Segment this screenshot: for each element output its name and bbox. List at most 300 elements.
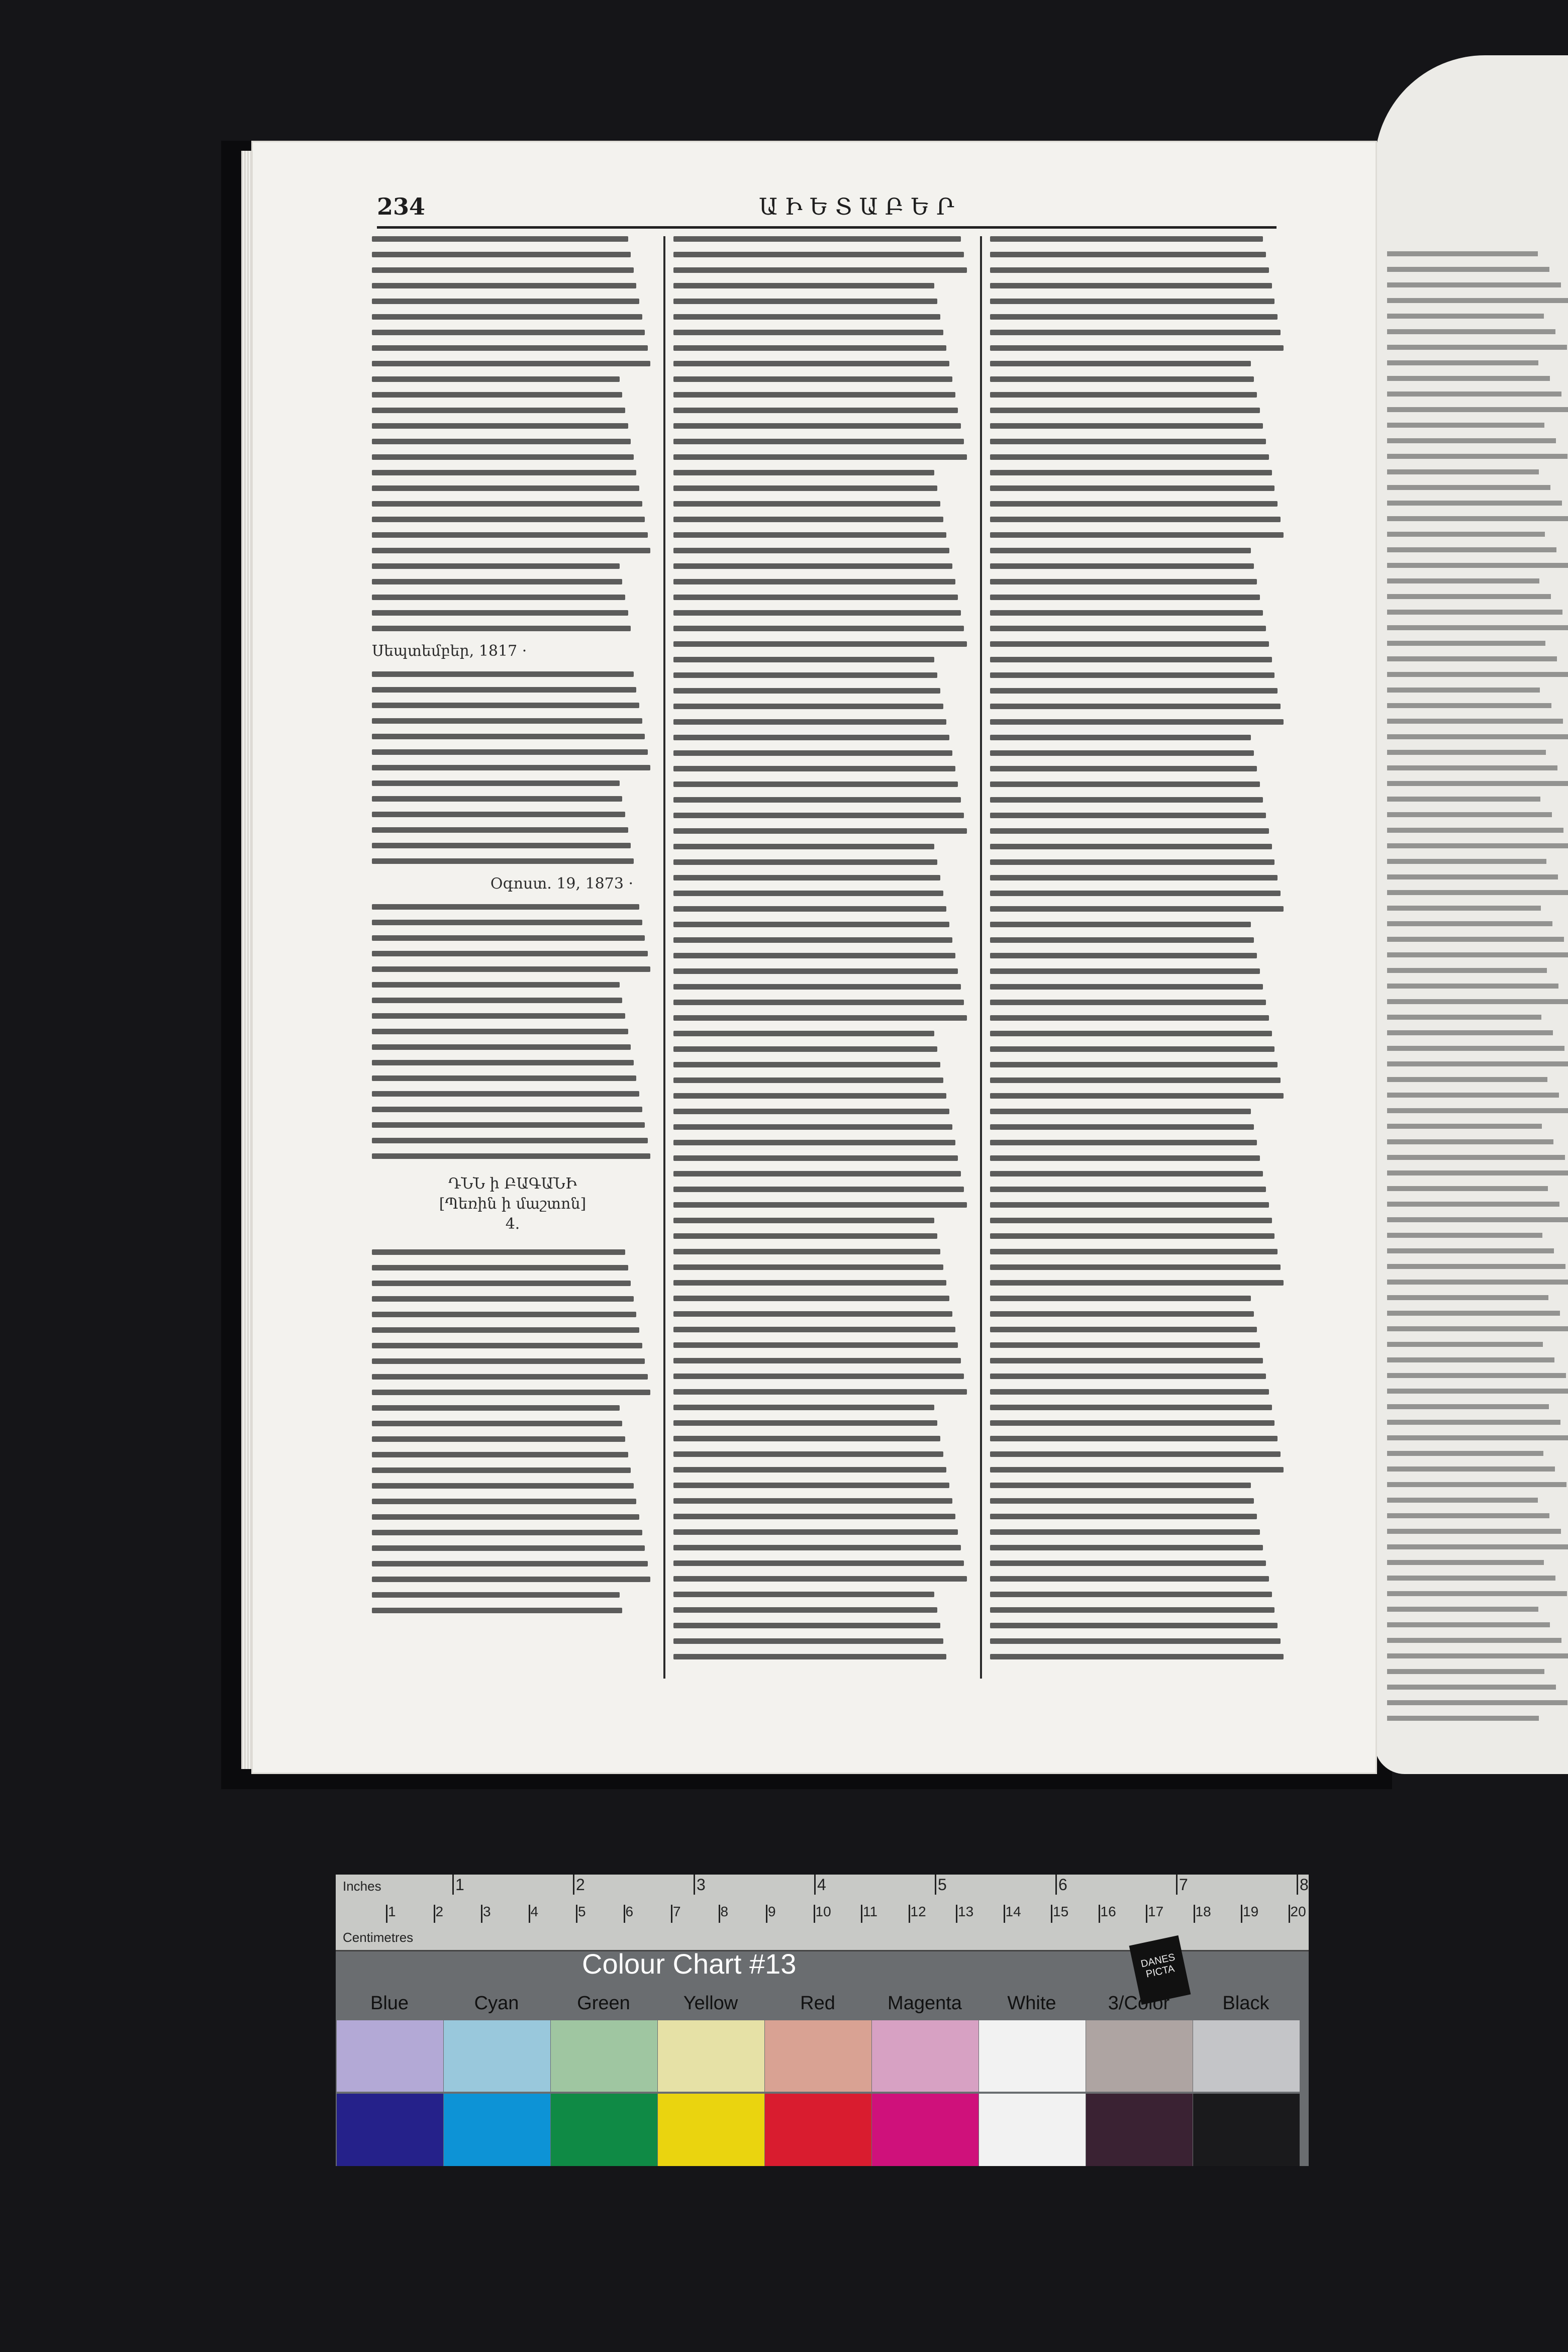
text-line bbox=[372, 330, 645, 335]
inch-label: 6 bbox=[1058, 1876, 1067, 1894]
text-line bbox=[1387, 1591, 1567, 1596]
text-line bbox=[372, 267, 634, 273]
swatch-tint bbox=[872, 2020, 978, 2092]
text-line bbox=[1387, 1622, 1550, 1627]
text-line bbox=[372, 563, 620, 569]
text-line bbox=[990, 1483, 1251, 1488]
text-column-3 bbox=[990, 236, 1287, 1684]
text-line bbox=[372, 1029, 628, 1034]
text-line bbox=[1387, 1139, 1553, 1144]
text-line bbox=[1387, 563, 1568, 568]
text-line bbox=[1387, 859, 1546, 864]
cm-label: 13 bbox=[958, 1904, 974, 1919]
text-line bbox=[990, 922, 1251, 927]
text-line bbox=[372, 1091, 639, 1097]
text-line bbox=[990, 1233, 1275, 1239]
text-line bbox=[372, 361, 650, 366]
text-line bbox=[990, 1000, 1266, 1005]
text-line bbox=[1387, 1653, 1568, 1658]
text-line bbox=[1387, 843, 1568, 848]
cm-label: 6 bbox=[625, 1904, 634, 1919]
column-rule bbox=[980, 236, 982, 1679]
text-line bbox=[1387, 1466, 1555, 1472]
text-line bbox=[990, 797, 1263, 803]
text-line bbox=[990, 1015, 1269, 1021]
swatch-label: 3/Color bbox=[1108, 1993, 1170, 2014]
text-line bbox=[990, 735, 1251, 740]
text-line bbox=[372, 671, 634, 677]
text-line bbox=[1387, 906, 1541, 911]
text-line bbox=[1387, 501, 1562, 506]
text-line bbox=[372, 1075, 636, 1081]
text-line bbox=[673, 610, 961, 616]
text-line bbox=[1387, 1607, 1538, 1612]
text-line bbox=[372, 454, 634, 460]
text-line bbox=[673, 1654, 946, 1659]
swatch-solid bbox=[551, 2094, 657, 2166]
text-line bbox=[673, 408, 958, 413]
text-line bbox=[673, 657, 934, 662]
text-line bbox=[673, 735, 949, 740]
text-line bbox=[1387, 1124, 1542, 1129]
text-line bbox=[1387, 1202, 1559, 1207]
brand-logo: DANES PICTA bbox=[1129, 1935, 1191, 2005]
cm-label: 5 bbox=[578, 1904, 586, 1919]
cm-tick bbox=[1241, 1905, 1242, 1923]
swatch-label: Black bbox=[1222, 1993, 1269, 2014]
cm-tick bbox=[861, 1905, 862, 1923]
text-line bbox=[1387, 1451, 1543, 1456]
text-line bbox=[673, 984, 961, 990]
text-line bbox=[673, 781, 958, 787]
text-line bbox=[673, 1264, 943, 1270]
text-line bbox=[372, 1358, 645, 1364]
text-line bbox=[1387, 812, 1552, 817]
text-line bbox=[372, 734, 645, 739]
text-line bbox=[673, 1327, 955, 1332]
text-line bbox=[372, 345, 648, 351]
text-line bbox=[372, 517, 645, 522]
text-line bbox=[1387, 391, 1561, 397]
swatch-tint bbox=[765, 2020, 871, 2092]
text-line bbox=[372, 423, 628, 429]
text-line bbox=[372, 1327, 639, 1333]
text-line bbox=[1387, 1373, 1566, 1378]
text-line bbox=[673, 1000, 964, 1005]
text-line bbox=[990, 1031, 1272, 1036]
cm-tick bbox=[909, 1905, 910, 1923]
text-line bbox=[673, 1436, 940, 1441]
text-line bbox=[372, 951, 648, 956]
text-line bbox=[673, 719, 946, 725]
text-line bbox=[372, 314, 642, 320]
text-line bbox=[673, 953, 955, 958]
text-line bbox=[673, 314, 940, 320]
text-line bbox=[990, 1514, 1257, 1519]
text-line bbox=[673, 595, 958, 600]
text-line bbox=[673, 1638, 943, 1644]
text-line bbox=[372, 1265, 628, 1270]
text-line bbox=[372, 982, 620, 988]
text-line bbox=[1387, 298, 1568, 303]
text-line bbox=[1387, 423, 1544, 428]
text-line bbox=[1387, 734, 1568, 739]
text-line bbox=[673, 470, 934, 475]
text-line bbox=[372, 548, 650, 553]
cm-label: 16 bbox=[1100, 1904, 1116, 1919]
text-line bbox=[673, 439, 964, 444]
cm-label: 18 bbox=[1195, 1904, 1211, 1919]
text-line bbox=[990, 1187, 1266, 1192]
swatch-solid bbox=[337, 2094, 443, 2166]
text-line bbox=[372, 843, 631, 848]
text-line bbox=[372, 966, 650, 972]
text-line bbox=[990, 1077, 1281, 1083]
swatch-tint bbox=[551, 2020, 657, 2092]
text-line bbox=[372, 1343, 642, 1348]
text-line bbox=[1387, 921, 1552, 926]
text-line bbox=[372, 299, 639, 304]
text-line bbox=[1387, 1061, 1568, 1066]
text-line bbox=[372, 718, 642, 724]
text-line bbox=[990, 813, 1266, 818]
cm-label: 11 bbox=[863, 1904, 878, 1919]
text-line bbox=[1387, 360, 1538, 365]
text-line bbox=[1387, 1108, 1568, 1113]
text-line bbox=[1387, 267, 1549, 272]
text-line bbox=[673, 688, 940, 694]
swatch-solid bbox=[765, 2094, 871, 2166]
text-line bbox=[990, 330, 1281, 335]
text-line bbox=[1387, 1186, 1548, 1191]
text-line bbox=[1387, 1513, 1549, 1518]
text-line bbox=[673, 1031, 934, 1036]
text-line bbox=[372, 501, 642, 507]
text-line bbox=[673, 1218, 934, 1223]
text-line bbox=[990, 1545, 1263, 1550]
text-line bbox=[673, 1451, 943, 1457]
inch-tick bbox=[935, 1875, 936, 1895]
text-line bbox=[372, 1499, 636, 1504]
text-line bbox=[1387, 1404, 1549, 1409]
text-line bbox=[990, 595, 1260, 600]
text-line bbox=[990, 563, 1254, 569]
text-line bbox=[372, 1060, 634, 1065]
text-line bbox=[673, 641, 967, 647]
centimetres-label: Centimetres bbox=[343, 1930, 414, 1945]
cm-tick bbox=[624, 1905, 625, 1923]
text-line bbox=[673, 1249, 940, 1254]
text-line bbox=[990, 1062, 1278, 1067]
text-line bbox=[990, 439, 1266, 444]
text-line bbox=[372, 1405, 620, 1411]
cm-label: 8 bbox=[720, 1904, 729, 1919]
inch-tick bbox=[1297, 1875, 1298, 1895]
text-line bbox=[990, 1327, 1257, 1332]
text-line bbox=[990, 345, 1284, 351]
swatch-label: Red bbox=[800, 1993, 835, 2014]
text-line bbox=[1387, 407, 1568, 412]
text-line bbox=[673, 1171, 961, 1177]
colour-chart bbox=[336, 1875, 1309, 2166]
text-line bbox=[673, 501, 940, 507]
text-line bbox=[673, 1576, 967, 1582]
cm-tick bbox=[1289, 1905, 1290, 1923]
text-line bbox=[1387, 594, 1551, 599]
text-line bbox=[990, 1358, 1263, 1363]
text-line bbox=[990, 1436, 1278, 1441]
text-line bbox=[1387, 1030, 1553, 1035]
text-line bbox=[990, 423, 1263, 429]
text-line bbox=[1387, 797, 1540, 802]
text-column-2 bbox=[673, 236, 970, 1684]
text-line bbox=[1387, 1280, 1568, 1285]
text-line bbox=[990, 376, 1254, 382]
text-line bbox=[673, 844, 934, 849]
text-line bbox=[372, 626, 631, 631]
book-page bbox=[251, 141, 1377, 1774]
section-number: 4. bbox=[505, 1215, 520, 1233]
text-line bbox=[990, 1592, 1272, 1597]
inch-tick bbox=[1176, 1875, 1178, 1895]
text-line bbox=[673, 299, 937, 304]
text-line bbox=[1387, 282, 1561, 287]
swatch-solid bbox=[872, 2094, 978, 2166]
text-line bbox=[673, 937, 952, 943]
text-line bbox=[372, 858, 634, 864]
text-line bbox=[372, 1281, 631, 1286]
text-line bbox=[673, 750, 952, 756]
text-line bbox=[673, 1202, 967, 1208]
text-line bbox=[1387, 1233, 1542, 1238]
text-line bbox=[1387, 532, 1545, 537]
cm-label: 19 bbox=[1243, 1904, 1259, 1919]
swatch-tint bbox=[1193, 2020, 1300, 2092]
text-line bbox=[990, 844, 1272, 849]
text-line bbox=[673, 766, 955, 771]
text-line bbox=[990, 517, 1281, 522]
text-line bbox=[990, 1607, 1275, 1613]
text-line bbox=[673, 828, 967, 834]
text-line bbox=[990, 1389, 1269, 1395]
text-line bbox=[1387, 329, 1555, 334]
text-line bbox=[990, 1467, 1284, 1473]
text-line bbox=[372, 1013, 625, 1019]
inch-tick bbox=[1055, 1875, 1057, 1895]
text-line bbox=[1387, 1389, 1568, 1394]
text-line bbox=[372, 485, 639, 491]
text-line bbox=[990, 299, 1275, 304]
text-line bbox=[372, 1436, 625, 1442]
text-line bbox=[673, 891, 943, 896]
cm-tick bbox=[1194, 1905, 1195, 1923]
inch-label: 2 bbox=[576, 1876, 585, 1894]
text-line bbox=[673, 1374, 964, 1379]
text-line bbox=[372, 687, 636, 693]
text-line bbox=[1387, 952, 1568, 957]
inch-tick bbox=[814, 1875, 816, 1895]
text-line bbox=[990, 1140, 1257, 1145]
text-line bbox=[372, 703, 639, 708]
text-line bbox=[990, 1264, 1281, 1270]
text-line bbox=[673, 361, 949, 366]
text-line bbox=[673, 579, 955, 584]
swatch-label: Yellow bbox=[683, 1993, 738, 2014]
cm-tick bbox=[529, 1905, 530, 1923]
text-line bbox=[1387, 485, 1550, 490]
text-line bbox=[673, 1389, 967, 1395]
inch-tick bbox=[573, 1875, 574, 1895]
text-line bbox=[372, 920, 642, 925]
text-line bbox=[1387, 1357, 1554, 1362]
text-line bbox=[1387, 688, 1540, 693]
text-line bbox=[990, 1374, 1266, 1379]
cm-tick bbox=[434, 1905, 435, 1923]
text-line bbox=[990, 641, 1269, 647]
text-line bbox=[673, 672, 937, 678]
text-line bbox=[673, 813, 964, 818]
swatch-tint bbox=[444, 2020, 550, 2092]
cm-label: 17 bbox=[1148, 1904, 1164, 1919]
text-line bbox=[1387, 438, 1556, 443]
text-line bbox=[673, 283, 934, 288]
text-line bbox=[990, 626, 1266, 631]
text-line bbox=[1387, 1326, 1568, 1331]
text-line bbox=[372, 812, 625, 817]
text-line bbox=[990, 1171, 1263, 1177]
text-line bbox=[1387, 1435, 1568, 1440]
text-line bbox=[673, 1155, 958, 1161]
text-line bbox=[673, 1109, 949, 1114]
text-line bbox=[1387, 999, 1568, 1004]
text-line bbox=[990, 719, 1284, 725]
text-line bbox=[1387, 968, 1547, 973]
text-line bbox=[372, 236, 628, 242]
text-line bbox=[372, 1561, 648, 1566]
cm-tick bbox=[956, 1905, 957, 1923]
text-line bbox=[1387, 1046, 1564, 1051]
swatch-solid bbox=[444, 2094, 550, 2166]
swatch-solid bbox=[1193, 2094, 1300, 2166]
text-line bbox=[372, 1122, 645, 1128]
text-line bbox=[1387, 828, 1563, 833]
text-line bbox=[372, 765, 650, 770]
dateline: Օգոստ. 19, 1873 · bbox=[490, 875, 633, 893]
text-line bbox=[673, 704, 943, 709]
text-line bbox=[1387, 251, 1538, 256]
text-line bbox=[990, 610, 1263, 616]
text-line bbox=[990, 1109, 1251, 1114]
cm-label: 7 bbox=[673, 1904, 681, 1919]
text-line bbox=[990, 953, 1257, 958]
text-line bbox=[990, 361, 1251, 366]
text-line bbox=[673, 1358, 961, 1363]
text-line bbox=[372, 935, 645, 941]
text-line bbox=[990, 688, 1278, 694]
text-line bbox=[1387, 984, 1558, 989]
text-line bbox=[1387, 890, 1568, 895]
text-line bbox=[372, 1390, 650, 1395]
text-line bbox=[372, 392, 622, 398]
inch-label: 4 bbox=[817, 1876, 826, 1894]
cm-label: 3 bbox=[483, 1904, 491, 1919]
text-line bbox=[1387, 547, 1556, 552]
text-line bbox=[1387, 578, 1539, 583]
text-line bbox=[673, 1529, 958, 1535]
swatch-label: Blue bbox=[370, 1993, 409, 2014]
text-line bbox=[372, 1530, 642, 1535]
text-line bbox=[1387, 641, 1545, 646]
text-line bbox=[673, 1046, 937, 1052]
text-line bbox=[372, 1592, 620, 1598]
cm-tick bbox=[671, 1905, 672, 1923]
text-line bbox=[372, 1374, 648, 1380]
text-line bbox=[990, 672, 1275, 678]
text-line bbox=[372, 1421, 622, 1426]
swatch-tint bbox=[1086, 2020, 1193, 2092]
text-line bbox=[673, 485, 937, 491]
text-line bbox=[673, 376, 952, 382]
cm-label: 4 bbox=[530, 1904, 539, 1919]
text-line bbox=[372, 595, 625, 600]
text-line bbox=[990, 236, 1263, 242]
text-line bbox=[372, 1312, 636, 1317]
cm-label: 14 bbox=[1005, 1904, 1021, 1919]
text-line bbox=[372, 749, 648, 755]
text-line bbox=[990, 392, 1257, 398]
swatch-tint bbox=[979, 2020, 1086, 2092]
swatch-solid bbox=[979, 2094, 1086, 2166]
text-line bbox=[1387, 1669, 1544, 1674]
cm-label: 15 bbox=[1053, 1904, 1069, 1919]
text-line bbox=[1387, 454, 1567, 459]
text-line bbox=[673, 532, 946, 538]
cm-label: 9 bbox=[768, 1904, 776, 1919]
text-line bbox=[372, 1467, 631, 1473]
text-line bbox=[372, 1107, 642, 1112]
text-line bbox=[372, 1483, 634, 1489]
text-line bbox=[990, 1576, 1269, 1582]
text-line bbox=[673, 236, 961, 242]
text-line bbox=[990, 1451, 1281, 1457]
text-line bbox=[990, 1560, 1266, 1566]
running-title: ԱԻԵՏԱԲԵՐ bbox=[759, 193, 961, 220]
text-line bbox=[1387, 625, 1568, 630]
text-line bbox=[673, 626, 964, 631]
text-line bbox=[1387, 1529, 1561, 1534]
text-line bbox=[673, 1467, 946, 1473]
text-line bbox=[990, 454, 1269, 460]
text-line bbox=[990, 1046, 1275, 1052]
text-line bbox=[673, 875, 940, 880]
text-line bbox=[1387, 719, 1563, 724]
cm-tick bbox=[766, 1905, 767, 1923]
text-line bbox=[990, 314, 1278, 320]
text-line bbox=[673, 1280, 946, 1286]
text-line bbox=[990, 532, 1284, 538]
text-line bbox=[673, 1607, 937, 1613]
text-line bbox=[990, 891, 1281, 896]
text-line bbox=[673, 1311, 952, 1317]
text-line bbox=[990, 1124, 1254, 1130]
text-line bbox=[1387, 1716, 1539, 1721]
text-line bbox=[990, 1280, 1284, 1286]
text-line bbox=[1387, 703, 1551, 708]
cm-tick bbox=[576, 1905, 577, 1923]
cm-tick bbox=[1051, 1905, 1052, 1923]
text-line bbox=[673, 1124, 952, 1130]
text-line bbox=[673, 517, 943, 522]
